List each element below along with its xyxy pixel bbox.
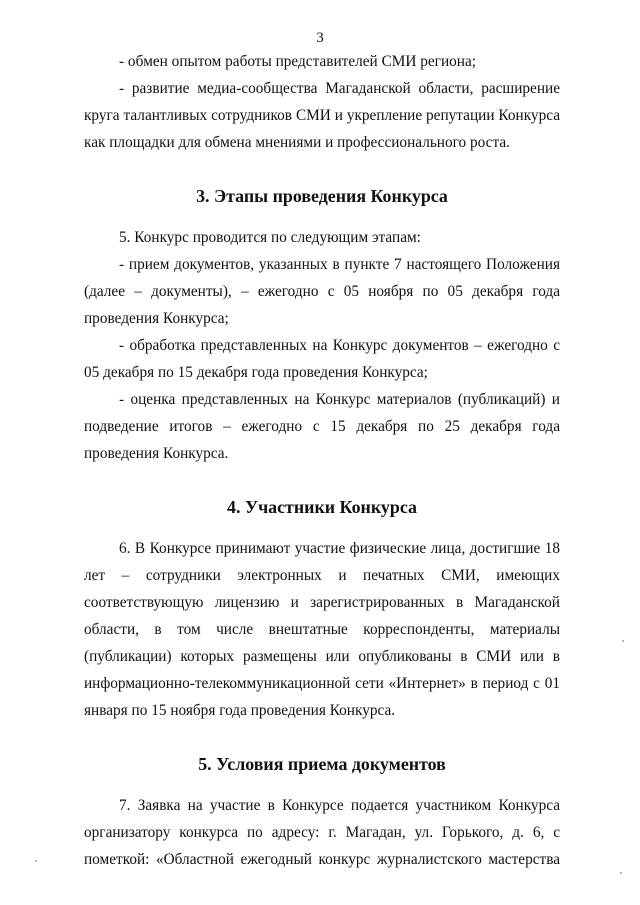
scan-speck	[35, 860, 37, 862]
section-3-paragraph: - прием документов, указанных в пункте 7 настоящего Положения (далее – документы), – ежегодно с 05 ноября по 05 декабря года проведения Конкурса;	[84, 256, 560, 327]
bullet-paragraph: - развитие медиа-сообщества Магаданской области, расширение круга талантливых сотрудников СМИ и укрепление репутации Конкурса как площадки для обмена мнениями и профессионального роста.	[84, 80, 560, 151]
section-4-paragraph: 6. В Конкурсе принимают участие физические лица, достигшие 18 лет – сотрудники электронных и печатных СМИ, имеющих соответствующую лицензию и зарегистрированных в Магаданской области, в том числе внештатные корреспонденты, материалы (публикации) которых размещены или опубликованы в СМИ или в информационно-телекоммуникационной сети «Интернет» в период с 01 января по 15 ноября года проведения Конкурса.	[84, 540, 560, 719]
section-5-heading: 5. Условия приема документов	[198, 754, 446, 774]
section-3-heading: 3. Этапы проведения Конкурса	[196, 186, 448, 206]
section-3-paragraph: - оценка представленных на Конкурс материалов (публикаций) и подведение итогов – ежегодно с 15 декабря по 25 декабря года проведения Конкурса.	[84, 391, 560, 462]
section-3-paragraph: 5. Конкурс проводится по следующим этапам:	[119, 229, 421, 246]
section-4-heading: 4. Участники Конкурса	[227, 497, 417, 517]
document-body	[84, 48, 560, 873]
section-5-paragraph: 7. Заявка на участие в Конкурсе подается участником Конкурса организатору конкурса по адресу: г. Магадан, ул. Горького, д. 6, с пометкой: «Областной ежегодный конкурс журналистского мастерства	[84, 797, 560, 868]
page-number: 3	[316, 30, 324, 46]
section-3-paragraph: - обработка представленных на Конкурс документов – ежегодно с 05 декабря по 15 декабря года проведения Конкурса;	[84, 337, 560, 381]
scan-speck	[620, 872, 622, 874]
bullet-paragraph: - обмен опытом работы представителей СМИ региона;	[119, 53, 477, 70]
scan-speck	[622, 640, 624, 642]
